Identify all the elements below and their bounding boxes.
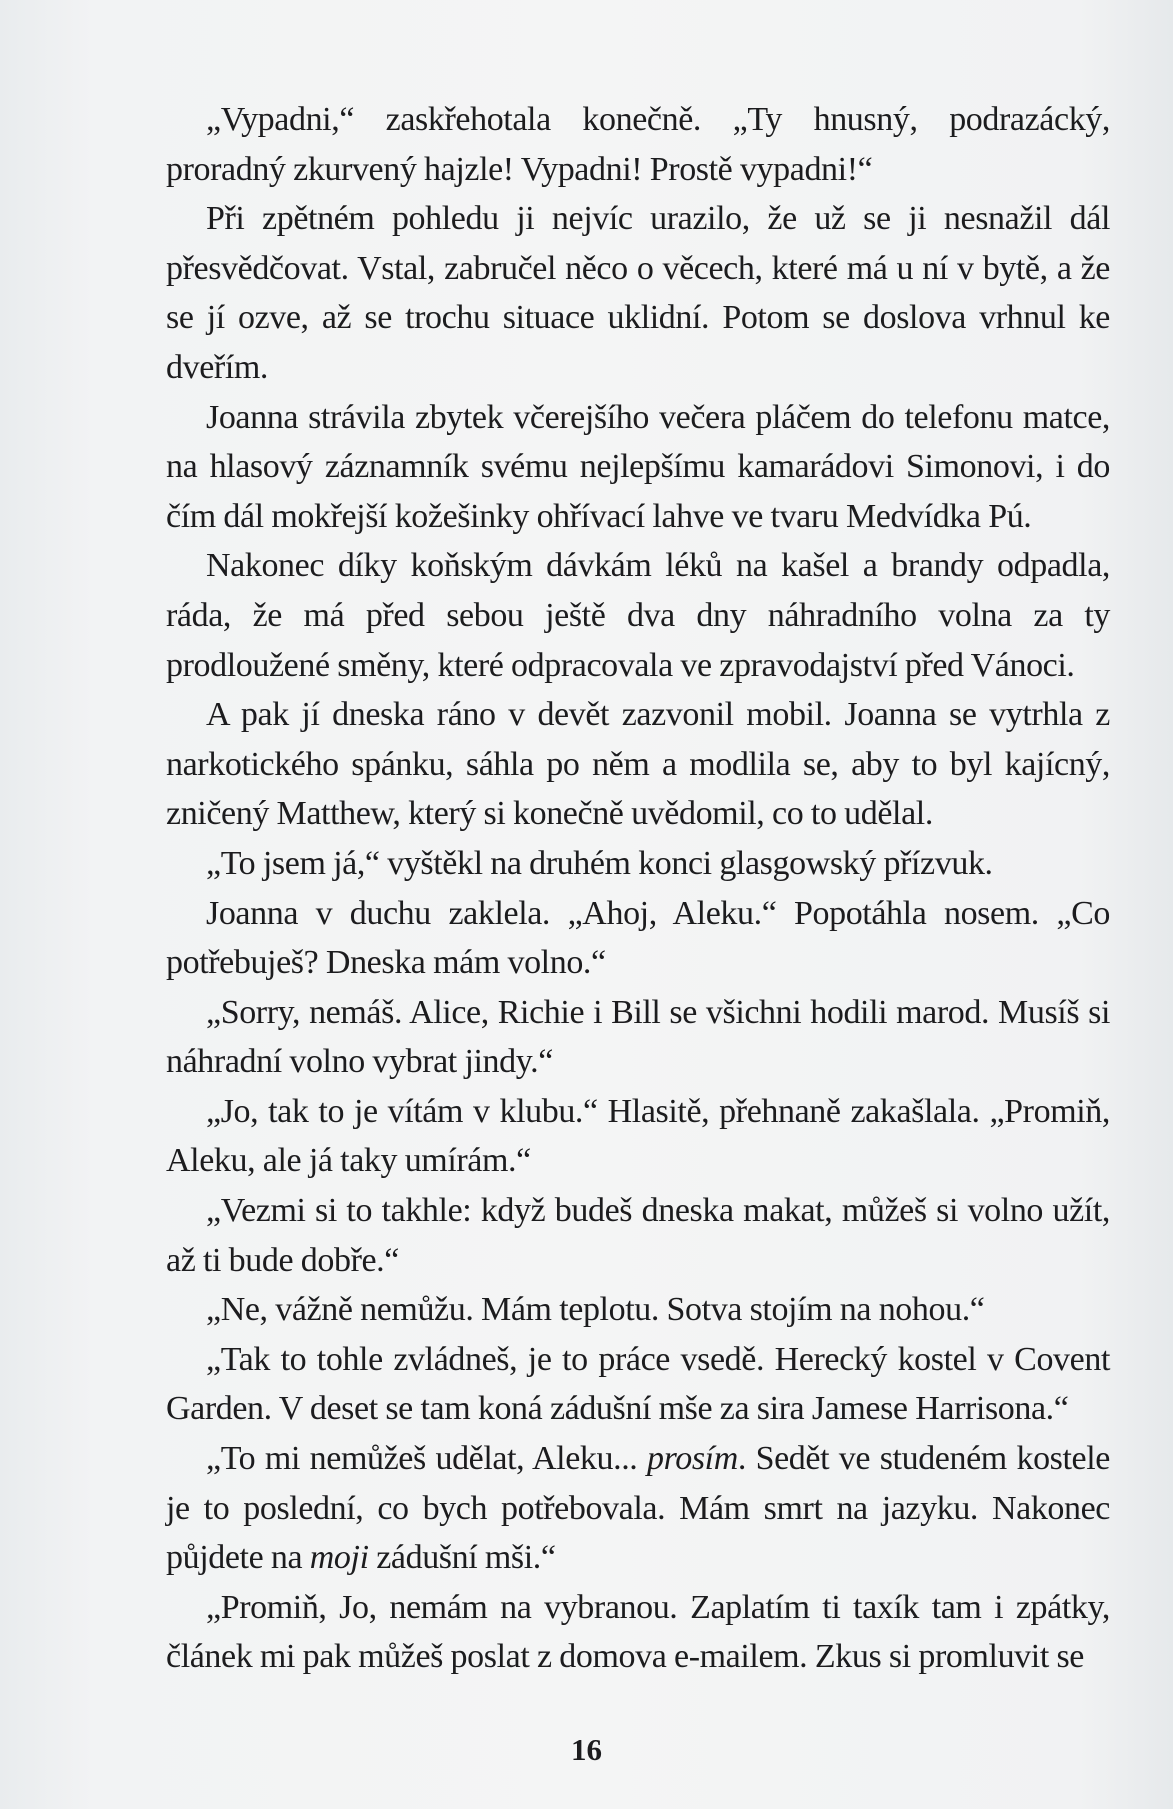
paragraph: „Vezmi si to takhle: když budeš dneska makat, můžeš si volno užít, až ti bude dobře.“ [166,1192,1110,1279]
emphasis: prosím [647,1440,738,1478]
body-text [166,95,1110,1682]
paragraph: Při zpětném pohledu ji nejvíc urazilo, že už se ji nesnažil dál přesvědčovat. Vstal, zabručel něco o věcech, které má u ní v bytě, a že se jí ozve, až se trochu situace uklidní. Potom se doslova vrhnul ke dveřím. [166,200,1110,386]
paragraph: „Ne, vážně nemůžu. Mám teplotu. Sotva stojím na nohou.“ [206,1291,985,1329]
paragraph: Nakonec díky koňským dávkám léků na kašel a brandy odpadla, ráda, že má před sebou ještě dva dny náhradního volna za ty prodloužené směny, které odpracovala ve zpravodajství před Vánoci. [166,547,1110,684]
paragraph: „Sorry, nemáš. Alice, Richie i Bill se všichni hodili marod. Musíš si náhradní volno vybrat jindy.“ [166,993,1110,1081]
paragraph: A pak jí dneska ráno v devět zazvonil mobil. Joanna se vytrhla z narkotického spánku, sáhla po něm a modlila se, aby to byl kajícný, zničený Matthew, který si konečně uvědomil, co to udělal. [166,696,1110,833]
emphasis: moji [309,1539,369,1577]
paragraph: „To mi nemůžeš udělat, Aleku... prosím. Sedět ve studeném kostele je to poslední, co bych potřebovala. Mám smrt na jazyku. Nakonec půjdete na moji zádušní mši.“ [166,1440,1110,1577]
paragraph: „Promiň, Jo, nemám na vybranou. Zaplatím ti taxík tam i zpátky, článek mi pak můžeš poslat z domova e-mailem. Zkus si promluvit se [166,1588,1110,1676]
page-number: 16 [571,1732,602,1767]
paragraph: „Jo, tak to je vítám v klubu.“ Hlasitě, přehnaně zakašlala. „Promiň, Aleku, ale já taky umírám.“ [166,1092,1110,1180]
paragraph: „Tak to tohle zvládneš, je to práce vsedě. Herecký kostel v Covent Garden. V deset se tam koná zádušní mše za sira Jamese Harrisona.“ [166,1340,1110,1428]
paragraph: Joanna strávila zbytek včerejšího večera pláčem do telefonu matce, na hlasový záznamník svému nejlepšímu kamarádovi Simonovi, i do čím dál mokřejší kožešinky ohřívací lahve ve tvaru Medvídka Pú. [166,398,1110,535]
paragraph: „Vypadni,“ zaskřehotala konečně. „Ty hnusný, podrazácký, proradný zkurvený hajzle! Vypadni! Prostě vypadni!“ [166,101,1110,188]
paragraph: „To jsem já,“ vyštěkl na druhém konci glasgowský přízvuk. [206,844,993,882]
paragraph: Joanna v duchu zaklela. „Ahoj, Aleku.“ Popotáhla nosem. „Co potřebuješ? Dneska mám volno.“ [166,894,1110,982]
